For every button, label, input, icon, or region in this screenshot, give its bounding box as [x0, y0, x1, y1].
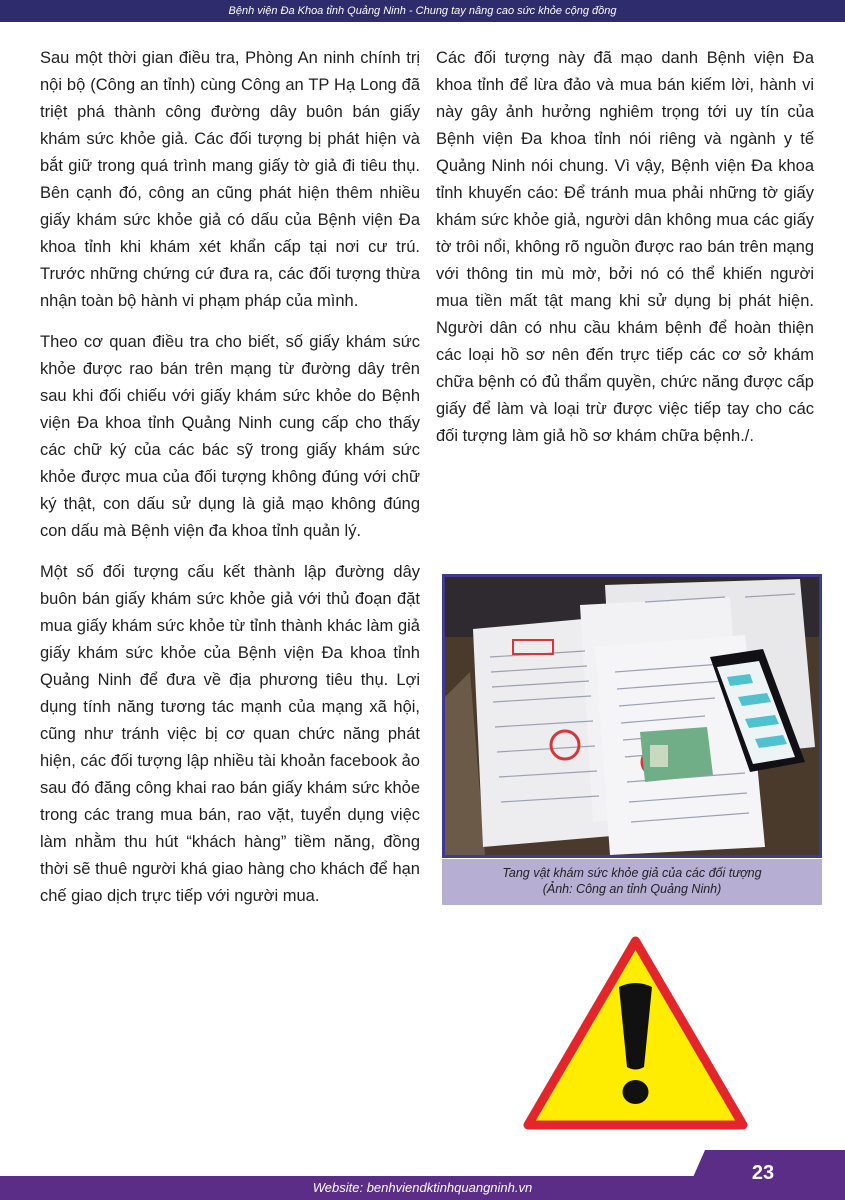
article-paragraph: Các đối tượng này đã mạo danh Bệnh viện Đa khoa tỉnh để lừa đảo và mua bán kiếm lời, hành vi này gây ảnh hưởng nghiêm trọng tới uy tín của Bệnh viện Đa khoa tỉnh nói riêng và ngành y tế Quảng Ninh nói chung. Vì vậy, Bệnh viện Đa khoa tỉnh khuyến cáo: Để tránh mua phải những tờ giấy khám sức khỏe giả, người dân không mua các giấy tờ trôi nổi, không rõ nguồn được rao bán trên mạng với thông tin mù mờ, bởi nó có thể khiến người mua tiền mất tật mang khi sử dụng bị phát hiện. Người dân có nhu cầu khám bệnh để hoàn thiện các loại hồ sơ nên đến trực tiếp các cơ sở khám chữa bệnh có đủ thẩm quyền, chức năng được cấp giấy để làm và loại trừ được việc tiếp tay cho các đối tượng làm giả hồ sơ khám chữa bệnh./.: [436, 49, 814, 445]
footer-website: Website: benhviendktinhquangninh.vn: [312, 1180, 533, 1195]
evidence-photo-illustration: [445, 577, 819, 855]
header-bar: [0, 0, 845, 22]
page-number: 23: [751, 1162, 775, 1184]
article-right-column: [436, 45, 814, 464]
caption-line: (Ảnh: Công an tỉnh Quảng Ninh): [542, 882, 722, 896]
article-paragraph: Theo cơ quan điều tra cho biết, số giấy khám sức khỏe được rao bán trên mạng từ đường dây trên sau khi đối chiếu với giấy khám sức khỏe do Bệnh viện Đa khoa tỉnh Quảng Ninh cung cấp cho thấy các chữ ký của các bác sỹ trong giấy khám sức khỏe được mua của đối tượng không đúng với chữ ký thật, con dấu sử dụng là giả mạo không đúng con dấu mà Bệnh viện đa khoa tỉnh quản lý.: [40, 333, 420, 540]
footer-bar: [0, 1176, 845, 1200]
caption-line: Tang vật khám sức khỏe giả của các đối tượng: [502, 866, 762, 880]
warning-icon: [523, 935, 748, 1131]
article-paragraph: Một số đối tượng cấu kết thành lập đường dây buôn bán giấy khám sức khỏe giả với thủ đoạn đặt mua giấy khám sức khỏe từ tỉnh thành khác làm giả giấy khám sức khỏe của Bệnh viện Đa khoa tỉnh Quảng Ninh để đưa về địa phương tiêu thụ. Lợi dụng tính năng tương tác mạnh của mạng xã hội, cũng như tránh việc bị cơ quan chức năng phát hiện, các đối tượng lập nhiều tài khoản facebook ảo sau đó đăng công khai rao bán giấy khám sức khỏe trong các trang mua bán, rao vặt, tuyển dụng việc làm nhằm thu hút “khách hàng” tiềm năng, đồng thời sẽ thuê người khá giao hàng cho khách để hạn chế giao dịch trực tiếp với người mua.: [40, 563, 420, 905]
header-title: Bệnh viện Đa Khoa tỉnh Quảng Ninh - Chung tay nâng cao sức khỏe cộng đồng: [228, 5, 617, 17]
article-left-column: [40, 45, 420, 924]
photo-caption: [442, 859, 822, 905]
evidence-photo: [442, 574, 822, 858]
article-paragraph: Sau một thời gian điều tra, Phòng An ninh chính trị nội bộ (Công an tỉnh) cùng Công an TP Hạ Long đã triệt phá thành công đường dây buôn bán giấy khám sức khỏe giả. Các đối tượng bị phát hiện và bắt giữ trong quá trình mang giấy tờ giả đi tiêu thụ. Bên cạnh đó, công an cũng phát hiện thêm nhiều giấy khám sức khỏe giả có dấu của Bệnh viện Đa khoa tỉnh khi khám xét khẩn cấp tại nơi cư trú. Trước những chứng cứ đưa ra, các đối tượng thừa nhận toàn bộ hành vi phạm pháp của mình.: [40, 49, 420, 310]
